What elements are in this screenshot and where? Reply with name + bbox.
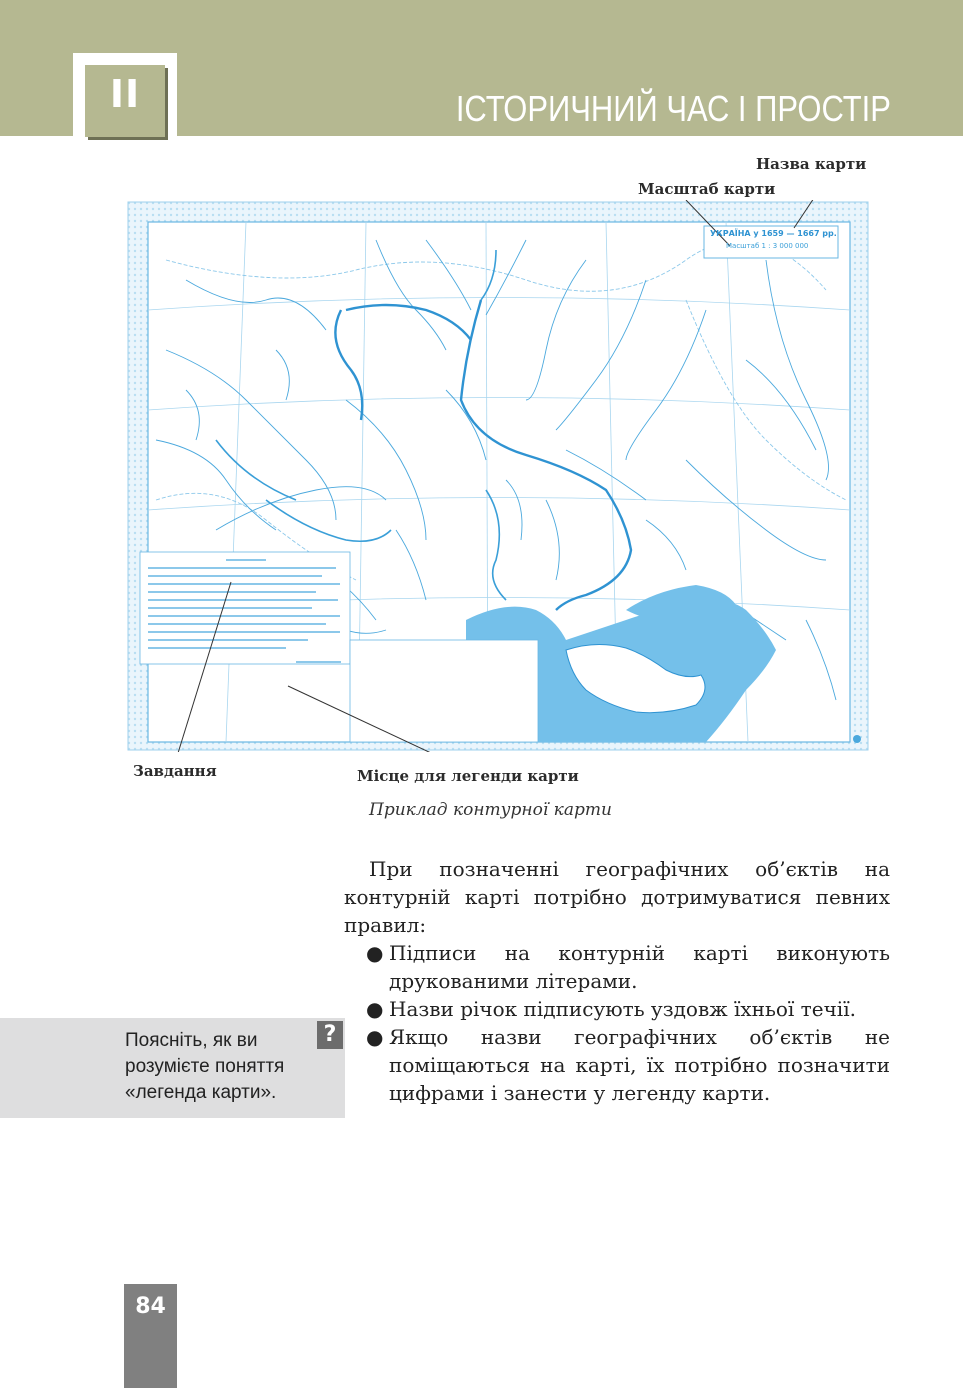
map-scale-text: Масштаб 1 : 3 000 000 [726, 242, 809, 250]
chapter-title: ІСТОРИЧНИЙ ЧАС І ПРОСТІР [455, 88, 891, 129]
body-text [344, 855, 890, 1107]
page-number: 84 [135, 1294, 166, 1319]
bullet-icon: ● [366, 997, 384, 1021]
bullet-icon: ● [366, 1025, 384, 1049]
rule-text: Назви річок підписують уздовж їхньої течії. [389, 997, 856, 1021]
rule-text: Підписи на контурній карті виконують друкованими літерами. [389, 941, 890, 993]
intro-paragraph: При позначенні географічних об’єктів на контурній карті потрібно дотримуватися певних правил: [344, 857, 890, 937]
tasks-label: Завдання [133, 762, 217, 780]
question-text: Поясніть, як ви розумієте поняття «легенда карти». [125, 1030, 285, 1103]
rule-text: Якщо назви географічних об’єктів не поміщаються на карті, їх потрібно позначити цифрами і занести у легенду карти. [389, 1025, 890, 1105]
list-item [344, 995, 890, 1023]
bullet-icon: ● [366, 941, 384, 965]
chapter-number: II [109, 72, 141, 116]
figure-caption: Приклад контурної карти [369, 800, 612, 820]
question-mark-icon: ? [317, 1021, 343, 1049]
contour-map-illustration [126, 200, 870, 752]
rules-list [344, 939, 890, 1107]
map-title-text: УКРАЇНА у 1659 — 1667 рр. [710, 229, 837, 238]
list-item [344, 939, 890, 995]
legend-place-label: Місце для легенди карти [357, 767, 579, 785]
list-item [344, 1023, 890, 1107]
map-scale-label: Масштаб карти [638, 180, 776, 198]
map-name-label: Назва карти [756, 155, 867, 173]
contour-map [126, 200, 870, 752]
